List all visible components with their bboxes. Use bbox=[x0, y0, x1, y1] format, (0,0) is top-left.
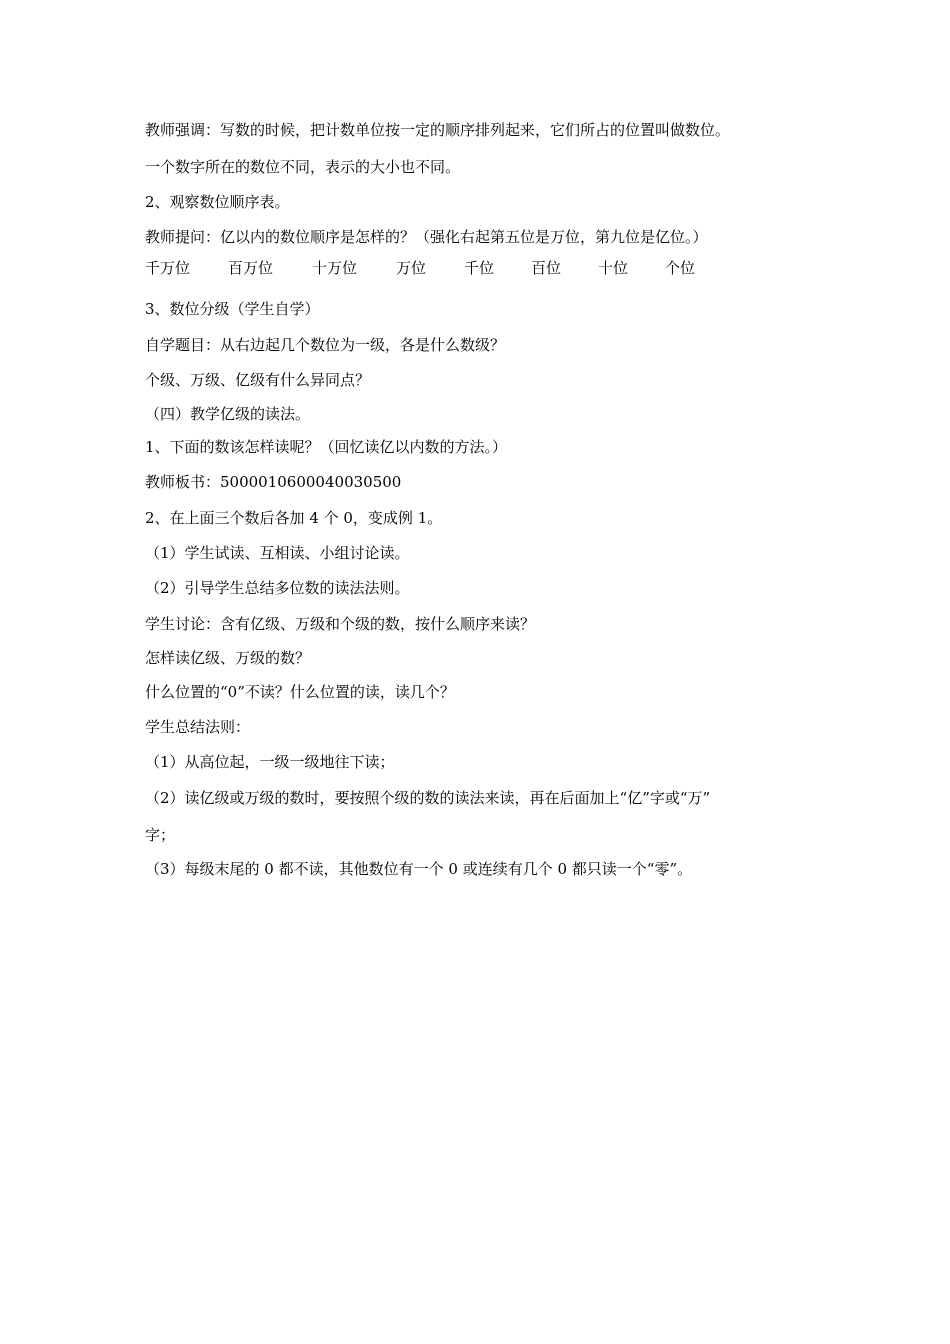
place-value-table bbox=[145, 258, 765, 278]
place-value-label: 万位 bbox=[396, 259, 427, 277]
text-line: 字； bbox=[145, 826, 176, 844]
text-line: 2、观察数位顺序表。 bbox=[145, 193, 290, 211]
place-value-label: 十位 bbox=[598, 259, 629, 277]
place-value-label: 百位 bbox=[531, 259, 562, 277]
text-line: 学生讨论：含有亿级、万级和个级的数，按什么顺序来读？ bbox=[145, 615, 536, 633]
text-line: 1、下面的数该怎样读呢？（回忆读亿以内数的方法。） bbox=[145, 438, 508, 456]
text-line: 怎样读亿级、万级的数？ bbox=[145, 649, 311, 667]
text-line: （1）学生试读、互相读、小组讨论读。 bbox=[145, 544, 410, 562]
text-line: 自学题目：从右边起几个数位为一级，各是什么数级？ bbox=[145, 336, 506, 354]
place-value-label: 个位 bbox=[665, 259, 696, 277]
text-line: 一个数字所在的数位不同，表示的大小也不同。 bbox=[145, 158, 461, 176]
place-value-label: 百万位 bbox=[228, 259, 274, 277]
text-line: （2）读亿级或万级的数时，要按照个级的数的读法来读，再在后面加上“亿”字或“万” bbox=[145, 789, 711, 807]
text-line: 2、在上面三个数后各加 4 个 0，变成例 1。 bbox=[145, 509, 443, 527]
place-value-label: 千位 bbox=[464, 259, 495, 277]
text-line: （1）从高位起，一级一级地往下读； bbox=[145, 753, 395, 771]
text-line: 教师提问：亿以内的数位顺序是怎样的？（强化右起第五位是万位，第九位是亿位。） bbox=[145, 228, 708, 246]
text-line: 3、数位分级（学生自学） bbox=[145, 300, 320, 318]
text-line: 个级、万级、亿级有什么异同点？ bbox=[145, 371, 371, 389]
place-value-label: 十万位 bbox=[312, 259, 358, 277]
text-line: （2）引导学生总结多位数的读法法则。 bbox=[145, 579, 410, 597]
text-line: 学生总结法则： bbox=[145, 718, 251, 736]
text-line: （3）每级末尾的 0 都不读，其他数位有一个 0 或连续有几个 0 都只读一个“零”。 bbox=[145, 860, 693, 878]
place-value-label: 千万位 bbox=[145, 259, 191, 277]
text-line: 什么位置的“0”不读？什么位置的读，读几个？ bbox=[145, 683, 455, 701]
text-line: 教师板书：5000010600040030500 bbox=[145, 473, 402, 491]
text-line: 教师强调：写数的时候，把计数单位按一定的顺序排列起来，它们所占的位置叫做数位。 bbox=[145, 121, 731, 139]
section-heading: （四）教学亿级的读法。 bbox=[145, 405, 311, 423]
